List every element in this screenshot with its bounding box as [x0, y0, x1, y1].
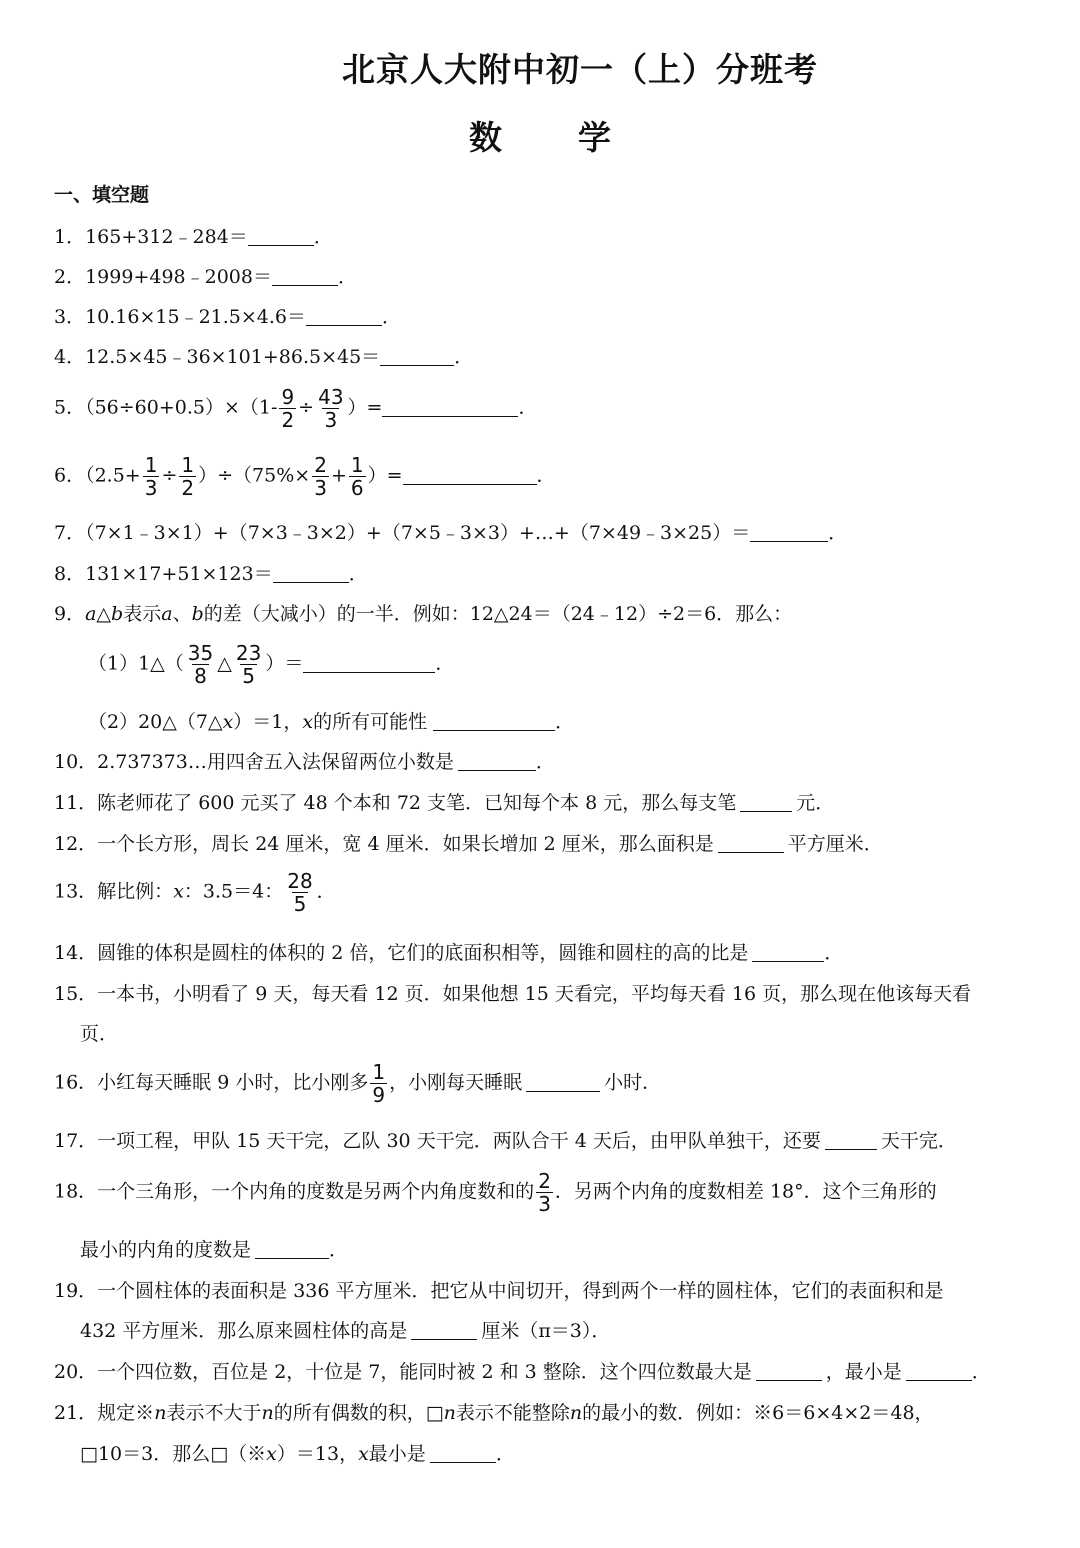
question-12: 12．一个长方形，周长 24 厘米，宽 4 厘米．如果长增加 2 厘米，那么面积是 平方厘米． [54, 833, 883, 855]
answer-blank[interactable] [750, 521, 828, 542]
section-heading: 一、填空题 [54, 184, 150, 206]
answer-blank[interactable] [403, 464, 537, 485]
answer-blank[interactable] [458, 750, 536, 771]
answer-blank[interactable] [433, 710, 555, 731]
question-14: 14．圆锥的体积是圆柱的体积的 2 倍，它们的底面积相等，圆锥和圆柱的高的比是 ． [54, 942, 844, 964]
question-8: 8．131×17+51×123＝ ． [54, 563, 368, 585]
question-11: 11．陈老师花了 600 元买了 48 个本和 72 支笔．已知每个本 8 元，那么每支笔 元． [54, 792, 835, 814]
answer-blank[interactable] [306, 305, 382, 326]
question-4: 4．12.5×45﹣36×101+86.5×45＝ ． [54, 346, 474, 368]
answer-blank[interactable] [740, 791, 792, 812]
answer-blank[interactable] [382, 396, 518, 417]
question-9-part-2: （2）20△（7△x）＝1，x的所有可能性 ． [88, 711, 575, 733]
question-20: 20．一个四位数，百位是 2，十位是 7，能同时被 2 和 3 整除．这个四位数最大是 ，最小是 ． [54, 1361, 991, 1383]
question-18: 18．一个三角形，一个内角的度数是另两个内角度数和的 $\frac{2}{3}$ ．另两个内角的度数相差 18°．这个三角形的 [54, 1169, 937, 1216]
question-9-part-1: （1）1△（ $\frac{35}{8}$ △ $\frac{23}{5}$ ）＝ ． [88, 641, 455, 688]
question-16: 16．小红每天睡眠 9 小时，比小刚多 $\frac{1}{9}$ ，小刚每天睡眠 小时． [54, 1060, 662, 1107]
fraction: $\frac{1}{9}$ [372, 1060, 386, 1107]
answer-blank[interactable] [756, 1360, 822, 1381]
answer-blank[interactable] [272, 265, 338, 286]
fraction: $\frac{2}{3}$ [314, 453, 327, 500]
exam-title: 北京人大附中初一（上）分班考 [342, 50, 818, 89]
fraction: $\frac{43}{3}$ [318, 385, 344, 432]
answer-blank[interactable] [273, 562, 349, 583]
question-19: 19．一个圆柱体的表面积是 336 平方厘米．把它从中间切开，得到两个一样的圆柱体，它们的表面积和是 [54, 1280, 944, 1302]
answer-blank[interactable] [248, 225, 314, 246]
fraction: $\frac{2}{3}$ [538, 1169, 551, 1216]
question-21: 21．规定※n表示不大于n的所有偶数的积，□n表示不能整除n的最小的数．例如：※6＝6×4×2＝48， [54, 1402, 934, 1424]
answer-blank[interactable] [718, 832, 784, 853]
question-1: 1．165+312﹣284＝ ． [54, 226, 333, 248]
answer-blank[interactable] [255, 1238, 329, 1259]
fraction: $\frac{28}{5}$ [287, 869, 313, 916]
question-15-continued: 页． [80, 1023, 119, 1045]
question-2: 2．1999+498﹣2008＝ ． [54, 266, 357, 288]
question-17: 17．一项工程，甲队 15 天干完，乙队 30 天干完．两队合干 4 天后，由甲队单独干，还要 天干完． [54, 1130, 957, 1152]
fraction: $\frac{35}{8}$ [187, 641, 214, 688]
question-15: 15．一本书，小明看了 9 天，每天看 12 页．如果他想 15 天看完，平均每天看 16 页，那么现在他该每天看 [54, 983, 972, 1005]
fraction: $\frac{1}{2}$ [181, 453, 195, 500]
fraction: $\frac{23}{5}$ [235, 641, 262, 688]
answer-blank[interactable] [303, 652, 435, 673]
question-21-continued: □10＝3．那么□（※x）＝13，x最小是 ． [80, 1443, 515, 1465]
answer-blank[interactable] [411, 1319, 477, 1340]
answer-blank[interactable] [430, 1442, 496, 1463]
question-3: 3．10.16×15﹣21.5×4.6＝ ． [54, 306, 402, 328]
question-10: 10．2.737373…用四舍五入法保留两位小数是 ． [54, 751, 555, 773]
subject-title: 数 学 [469, 118, 611, 157]
answer-blank[interactable] [526, 1071, 600, 1092]
question-7: 7．（7×1﹣3×1）+（7×3﹣3×2）+（7×5﹣3×3）+…+（7×49﹣3×25）＝ ． [54, 522, 848, 544]
fraction: $\frac{9}{2}$ [281, 385, 295, 432]
answer-blank[interactable] [825, 1129, 877, 1150]
question-9: 9．a△b表示a、b的差（大减小）的一半．例如：12△24＝（24﹣12）÷2＝6．那么： [54, 603, 793, 625]
question-6: 6．（2.5+ $\frac{1}{3}$ ÷ $\frac{1}{2}$ ）÷（75%× $\frac{2}{3}$ + $\frac{1}{6}$ ）= ． [54, 453, 556, 500]
question-18-continued: 最小的内角的度数是 ． [80, 1239, 349, 1261]
answer-blank[interactable] [380, 345, 454, 366]
fraction: $\frac{1}{3}$ [144, 453, 158, 500]
answer-blank[interactable] [906, 1360, 972, 1381]
question-13: 13．解比例：x：3.5＝4： $\frac{28}{5}$ ． [54, 869, 336, 916]
answer-blank[interactable] [752, 941, 824, 962]
question-5: 5．（56÷60+0.5）×（1- $\frac{9}{2}$ ÷ $\frac{43}{3}$ ）= ． [54, 385, 538, 432]
question-19-continued: 432 平方厘米．那么原来圆柱体的高是 厘米（π＝3）． [80, 1320, 611, 1342]
fraction: $\frac{1}{6}$ [350, 453, 364, 500]
